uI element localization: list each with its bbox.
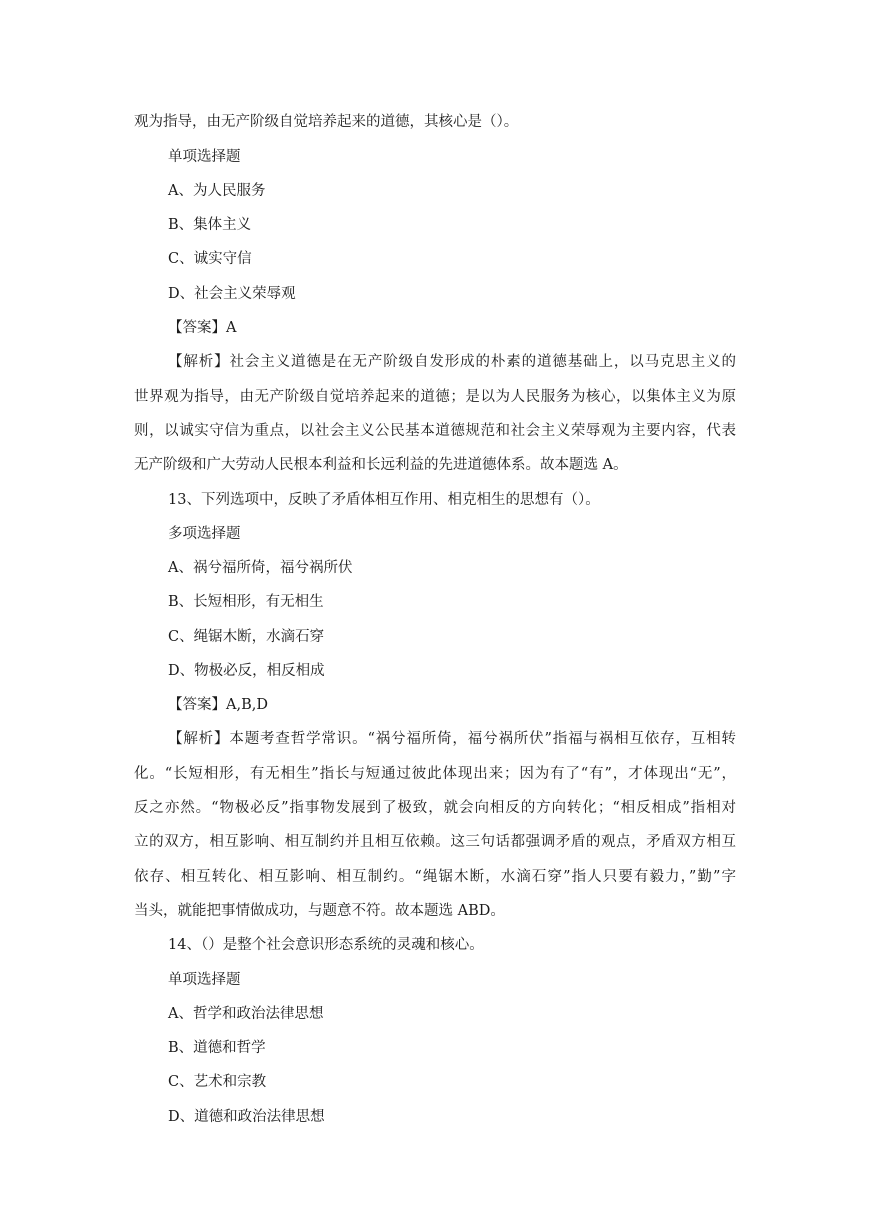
question-12-stem-continuation: 观为指导，由无产阶级自觉培养起来的道德，其核心是（）。	[134, 114, 519, 130]
question-13-analysis-line-6: 当头，就能把事情做成功，与题意不符。故本题选 ABD。	[134, 903, 505, 919]
question-13-analysis-line-4: 立的双方，相互影响、相互制约并且相互依赖。这三句话都强调矛盾的观点，矛盾双方相互	[134, 834, 736, 850]
question-12-option-a: A、为人民服务	[168, 183, 266, 199]
question-13-analysis-line-3: 反之亦然。“物极必反”指事物发展到了极致，就会向相反的方向转化；“相反相成”指相对	[134, 800, 736, 816]
question-13-analysis-line-5: 依存、相互转化、相互影响、相互制约。“绳锯木断，水滴石穿”指人只要有毅力，”勤”字	[134, 869, 736, 885]
question-12-analysis-line-3: 则，以诚实守信为重点，以社会主义公民基本道德规范和社会主义荣辱观为主要内容，代表	[134, 423, 736, 439]
question-12-analysis-line-1: 【解析】社会主义道德是在无产阶级自发形成的朴素的道德基础上，以马克思主义的	[168, 354, 736, 370]
question-13-option-b: B、长短相形，有无相生	[168, 594, 324, 610]
question-13-option-a: A、祸兮福所倚，福兮祸所伏	[168, 560, 353, 576]
question-13-answer: 【答案】A,B,D	[168, 697, 268, 713]
question-13-type: 多项选择题	[168, 526, 241, 542]
question-14-type: 单项选择题	[168, 972, 241, 988]
question-13-option-c: C、绳锯木断，水滴石穿	[168, 629, 325, 645]
question-14-option-b: B、道德和哲学	[168, 1040, 266, 1056]
question-12-option-d: D、社会主义荣辱观	[168, 286, 296, 302]
question-12-type: 单项选择题	[168, 149, 241, 165]
question-13-stem: 13、下列选项中，反映了矛盾体相互作用、相克相生的思想有（）。	[168, 492, 600, 508]
question-12-answer: 【答案】A	[168, 320, 237, 336]
question-12-option-c: C、诚实守信	[168, 251, 252, 267]
question-13-option-d: D、物极必反，相反相成	[168, 663, 325, 679]
question-13-analysis-line-2: 化。“长短相形，有无相生”指长与短通过彼此体现出来；因为有了“有”，才体现出“无”，	[134, 766, 736, 782]
question-12-analysis-line-4: 无产阶级和广大劳动人民根本利益和长远利益的先进道德体系。故本题选 A。	[134, 457, 628, 473]
question-14-option-a: A、哲学和政治法律思想	[168, 1006, 324, 1022]
question-14-option-d: D、道德和政治法律思想	[168, 1109, 325, 1125]
question-14-stem: 14、（）是整个社会意识形态系统的灵魂和核心。	[168, 937, 484, 953]
question-12-option-b: B、集体主义	[168, 217, 252, 233]
question-14-option-c: C、艺术和宗教	[168, 1074, 267, 1090]
question-13-analysis-line-1: 【解析】本题考查哲学常识。“祸兮福所倚，福兮祸所伏”指福与祸相互依存，互相转	[168, 731, 736, 747]
question-12-analysis-line-2: 世界观为指导，由无产阶级自觉培养起来的道德；是以为人民服务为核心，以集体主义为原	[134, 389, 736, 405]
